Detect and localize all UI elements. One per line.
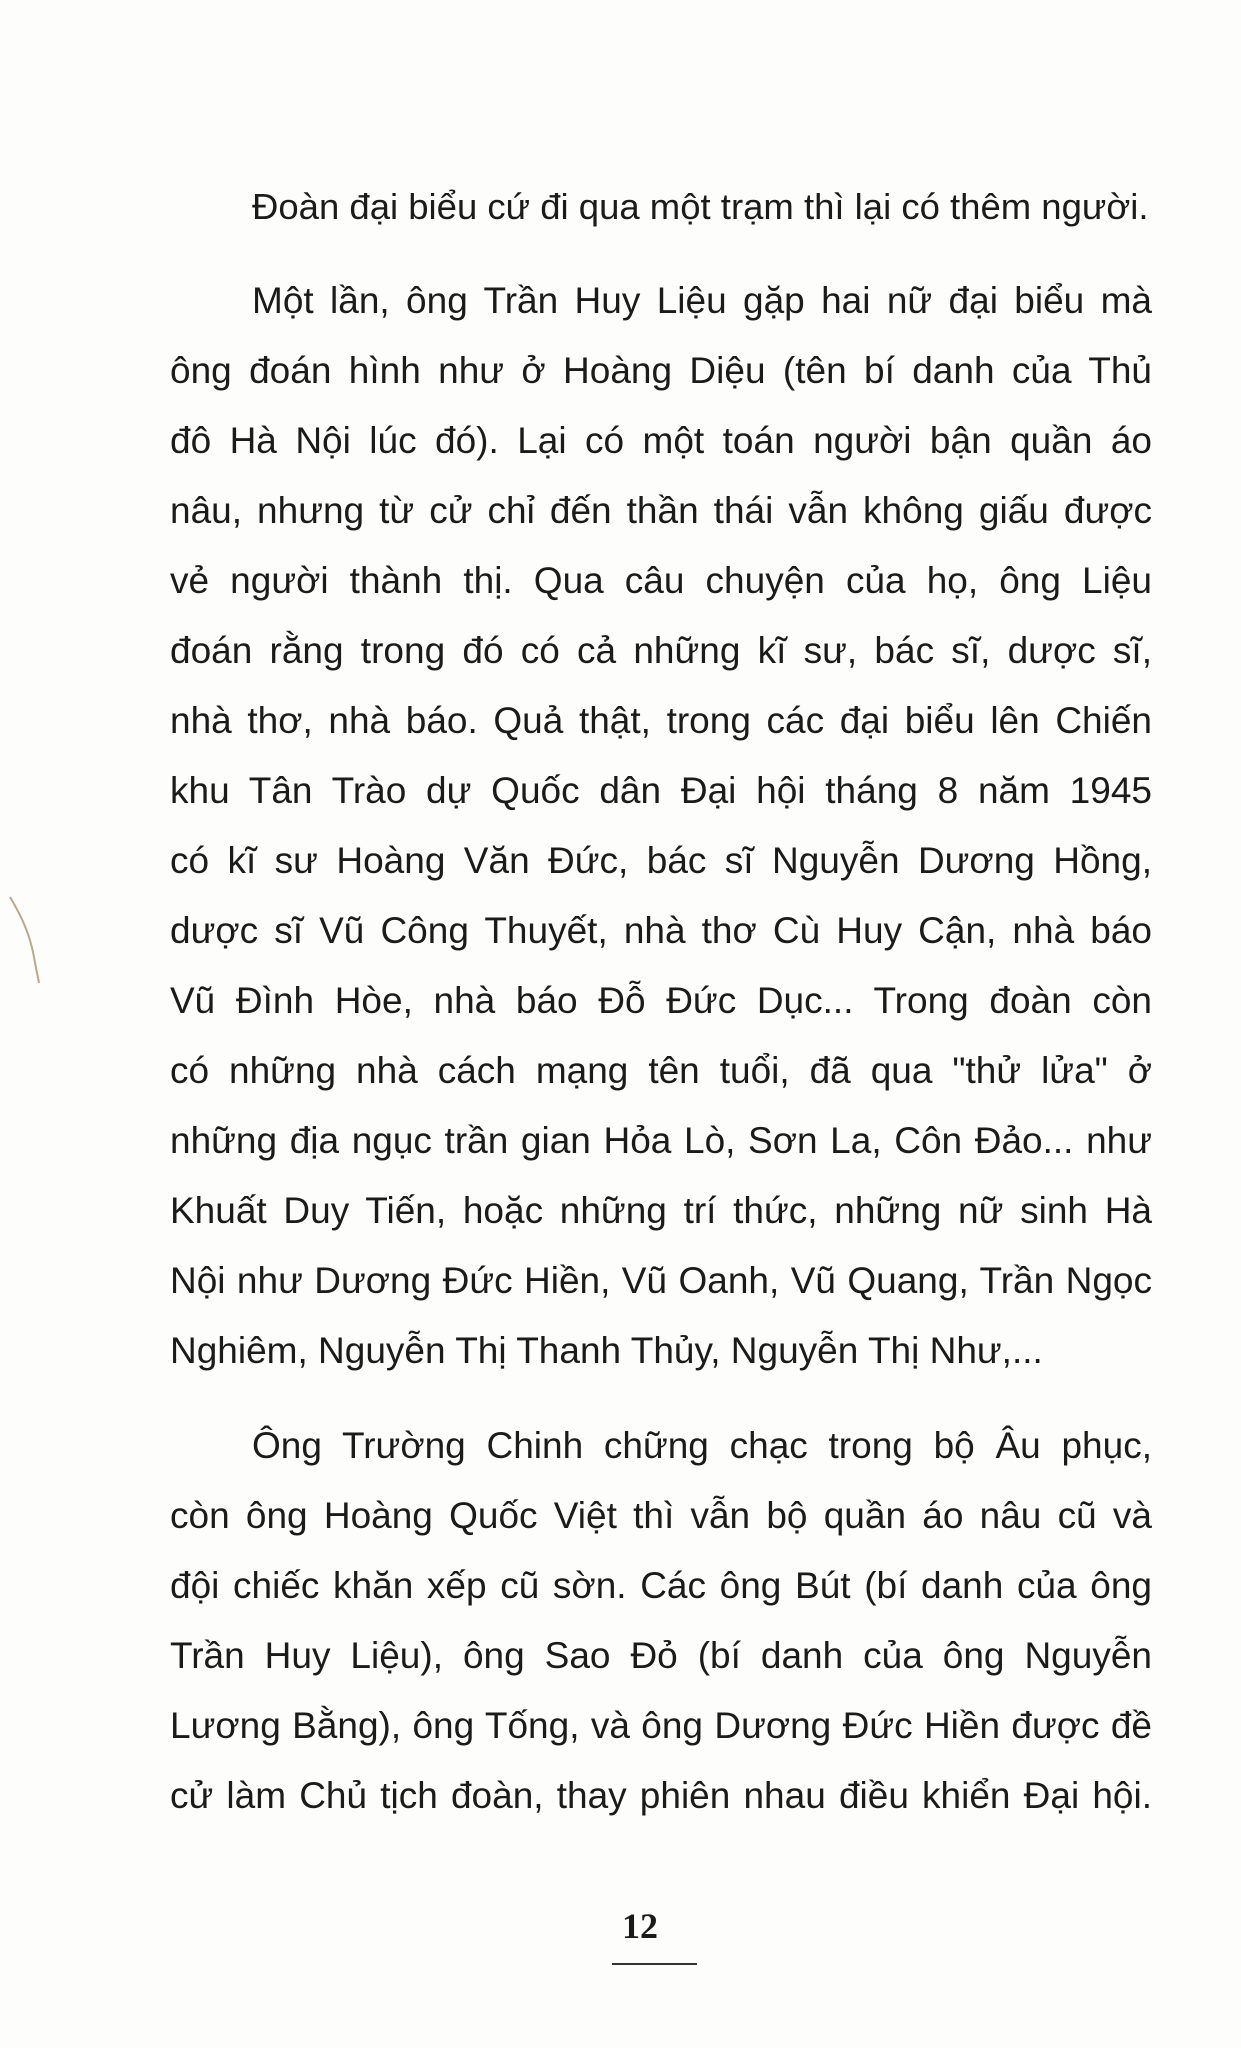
text-line: nâu, nhưng từ cử chỉ đến thần thái vẫn không giấu được — [170, 490, 1152, 531]
body-text — [170, 172, 1152, 1832]
text-line: đô Hà Nội lúc đó). Lại có một toán người bận quần áo — [170, 420, 1152, 461]
page-number: 12 — [622, 1906, 658, 1946]
text-line: đoán rằng trong đó có cả những kĩ sư, bác sĩ, dược sĩ, — [170, 630, 1152, 671]
text-line: Đoàn đại biểu cứ đi qua một trạm thì lại có thêm người. — [252, 186, 1149, 227]
text-line: khu Tân Trào dự Quốc dân Đại hội tháng 8 năm 1945 — [170, 770, 1152, 811]
text-line: còn ông Hoàng Quốc Việt thì vẫn bộ quần áo nâu cũ và — [170, 1495, 1152, 1536]
text-line: đội chiếc khăn xếp cũ sờn. Các ông Bút (bí danh của ông — [170, 1565, 1152, 1606]
text-line: Nghiêm, Nguyễn Thị Thanh Thủy, Nguyễn Thị Như,... — [170, 1330, 1043, 1371]
text-line: có những nhà cách mạng tên tuổi, đã qua "thử lửa" ở — [170, 1050, 1152, 1091]
text-line: Khuất Duy Tiến, hoặc những trí thức, những nữ sinh Hà — [170, 1190, 1152, 1231]
text-line: Một lần, ông Trần Huy Liệu gặp hai nữ đại biểu mà — [252, 280, 1152, 321]
text-line: Lương Bằng), ông Tống, và ông Dương Đức Hiền được đề — [170, 1705, 1152, 1746]
page-number-underline — [612, 1963, 697, 1965]
text-line: dược sĩ Vũ Công Thuyết, nhà thơ Cù Huy Cận, nhà báo — [170, 910, 1152, 951]
text-line: ông đoán hình như ở Hoàng Diệu (tên bí danh của Thủ — [170, 350, 1152, 391]
text-line: Trần Huy Liệu), ông Sao Đỏ (bí danh của ông Nguyễn — [170, 1635, 1152, 1676]
text-line: Nội như Dương Đức Hiền, Vũ Oanh, Vũ Quang, Trần Ngọc — [170, 1260, 1152, 1301]
text-line: nhà thơ, nhà báo. Quả thật, trong các đại biểu lên Chiến — [170, 700, 1152, 741]
text-line: những địa ngục trần gian Hỏa Lò, Sơn La, Côn Đảo... như — [170, 1120, 1152, 1161]
text-line: cử làm Chủ tịch đoàn, thay phiên nhau điều khiển Đại hội. — [170, 1775, 1152, 1816]
text-line: Vũ Đình Hòe, nhà báo Đỗ Đức Dục... Trong đoàn còn — [170, 980, 1152, 1021]
text-line: vẻ người thành thị. Qua câu chuyện của họ, ông Liệu — [170, 560, 1152, 601]
text-line: có kĩ sư Hoàng Văn Đức, bác sĩ Nguyễn Dương Hồng, — [170, 840, 1152, 881]
text-line: Ông Trường Chinh chững chạc trong bộ Âu phục, — [252, 1425, 1152, 1466]
page-edge-mark — [8, 895, 42, 985]
